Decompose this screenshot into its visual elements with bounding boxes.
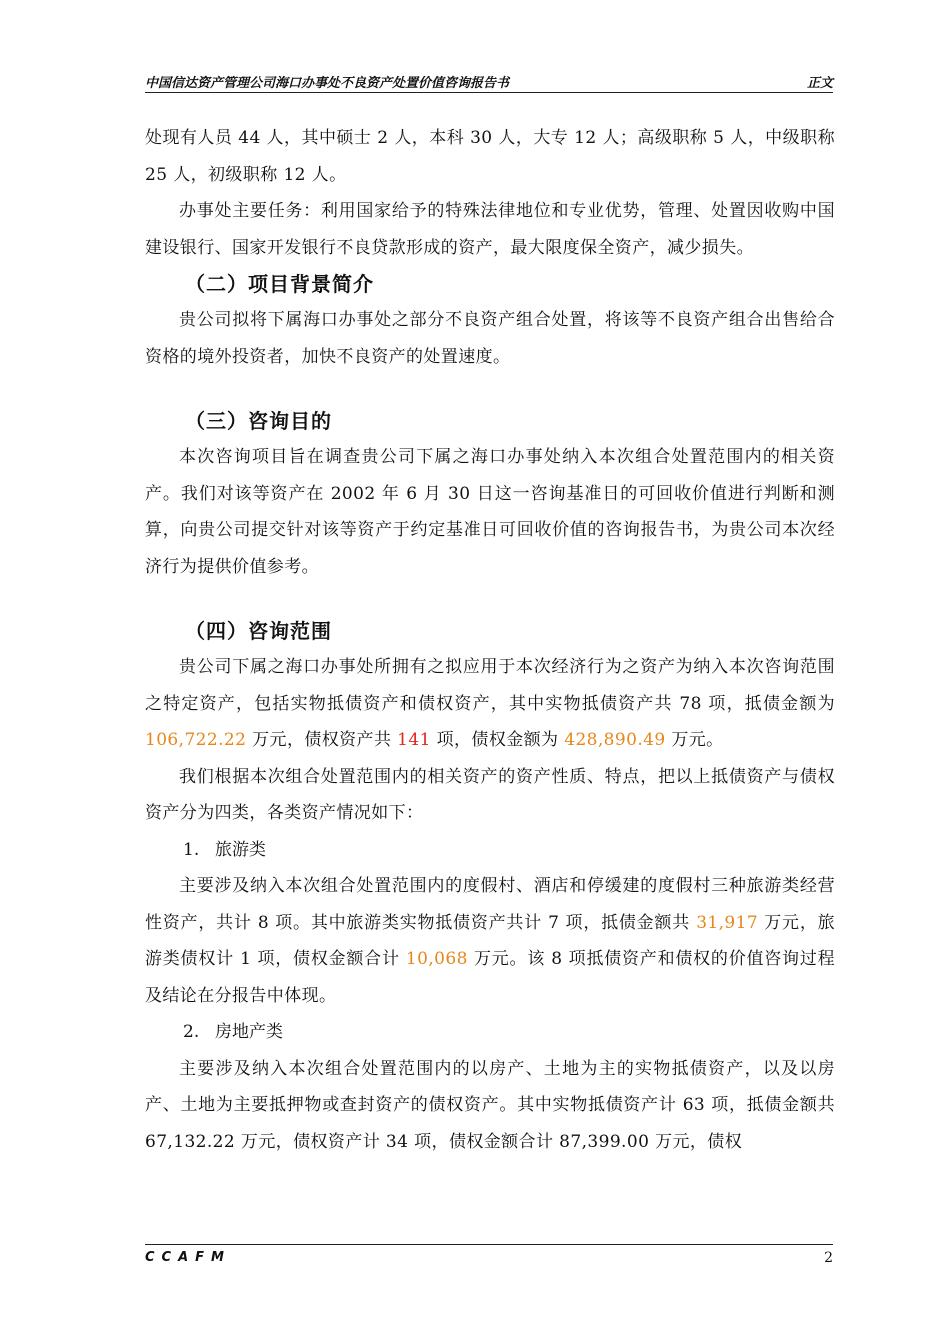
section-heading-background: （二）项目背景简介 (185, 272, 374, 296)
paragraph-staff: 处现有人员 44 人，其中硕士 2 人，本科 30 人，大专 12 人；高级职称 5 人，中级职称 25 人，初级职称 12 人。 (145, 128, 835, 185)
header-rule (145, 92, 833, 93)
page-header (145, 68, 833, 92)
paragraph-real-estate: 主要涉及纳入本次组合处置范围内的以房产、土地为主的实物抵债资产，以及以房产、土地为主要抵押物或查封资产的债权资产。其中实物抵债资产计 63 项，抵债金额共 67,132.22 万元，债权资产计 34 项，债权金额合计 87,399.00 万元，债权 (145, 1058, 835, 1152)
header-section: 正文 (806, 76, 833, 91)
page-number: 2 (824, 1250, 833, 1266)
debt-asset-amount: 106,722.22 (145, 730, 247, 750)
list-item-tourism: 1. 旅游类 (183, 839, 266, 860)
list-item-real-estate: 2. 房地产类 (183, 1022, 283, 1042)
page-footer (145, 1250, 833, 1270)
tourism-claim-amount: 10,068 (405, 949, 468, 969)
paragraph-tourism: 主要涉及纳入本次组合处置范围内的度假村、酒店和停缓建的度假村三种旅游类经营性资产，共计 8 项。其中旅游类实物抵债资产共计 7 项，抵债金额共 31,917 万元，旅游类债权计 1 项，债权金额合计 10,068 万元。该 8 项抵债资产和债权的价值咨询过程及结论在分报告中体现。 (145, 876, 836, 1006)
paragraph-scope: 贵公司下属之海口办事处所拥有之拟应用于本次经济行为之资产为纳入本次咨询范围之特定资产，包括实物抵债资产和债权资产，其中实物抵债资产共 78 项，抵债金额为 106,722.22 万元，债权资产共 141 项，债权金额为 428,890.49 万元。 (145, 657, 835, 750)
section-heading-scope: （四）咨询范围 (185, 619, 332, 643)
footer-org: CCAFM (145, 1250, 231, 1265)
section-heading-purpose: （三）咨询目的 (185, 409, 332, 433)
claim-amount: 428,890.49 (564, 730, 666, 750)
document-body (145, 120, 835, 1160)
tourism-debt-amount: 31,917 (696, 912, 759, 933)
paragraph-classification: 我们根据本次组合处置范围内的相关资产的资产性质、特点，把以上抵债资产与债权资产分为四类，各类资产情况如下： (145, 766, 835, 823)
footer-rule (145, 1244, 833, 1245)
paragraph-mission: 办事处主要任务：利用国家给予的特殊法律地位和专业优势，管理、处置因收购中国建设银行、国家开发银行不良贷款形成的资产，最大限度保全资产，减少损失。 (145, 201, 835, 258)
header-title: 中国信达资产管理公司海口办事处不良资产处置价值咨询报告书 (145, 76, 510, 91)
claim-asset-count: 141 (397, 730, 431, 750)
paragraph-background: 贵公司拟将下属海口办事处之部分不良资产组合处置，将该等不良资产组合出售给合资格的境外投资者，加快不良资产的处置速度。 (145, 310, 835, 367)
paragraph-purpose: 本次咨询项目旨在调查贵公司下属之海口办事处纳入本次组合处置范围内的相关资产。我们对该等资产在 2002 年 6 月 30 日这一咨询基准日的可回收价值进行判断和测算，向贵公司提交针对该等资产于约定基准日可回收价值的咨询报告书，为贵公司本次经济行为提供价值参考。 (145, 447, 835, 577)
